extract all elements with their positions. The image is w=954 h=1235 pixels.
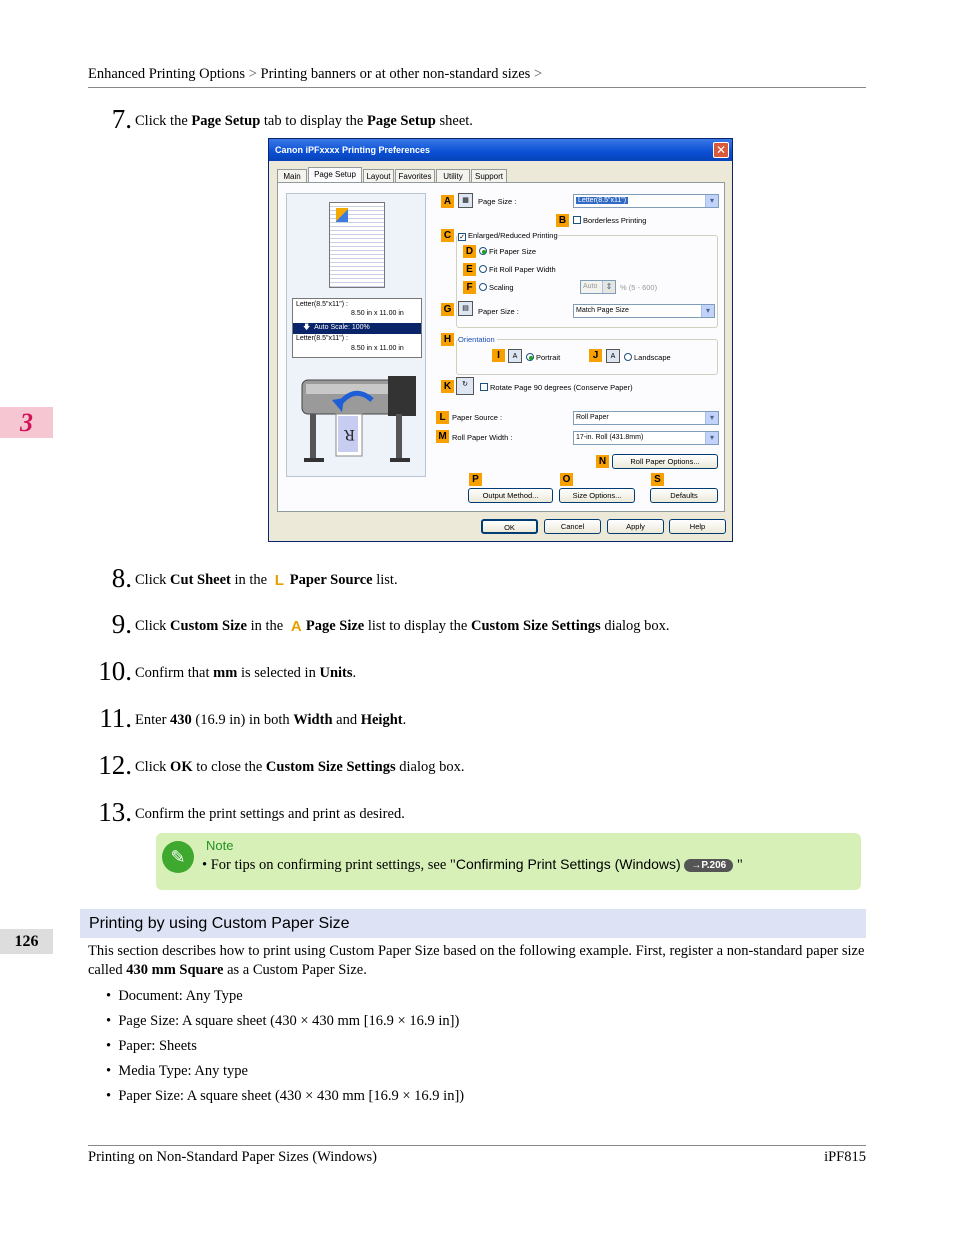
page-size-select[interactable]: Letter(8.5"x11") ▾ <box>573 194 719 208</box>
portrait-radio[interactable]: Portrait <box>526 353 560 362</box>
label-b: B <box>556 214 569 227</box>
scaling-radio[interactable]: Scaling <box>479 283 514 292</box>
step-text: Click the Page Setup tab to display the Page Setup sheet. <box>135 113 473 129</box>
note-box <box>156 833 861 890</box>
defaults-button[interactable]: Defaults <box>650 488 718 503</box>
step-number: 8. <box>111 563 132 593</box>
paper-source-label: Paper Source : <box>452 413 503 422</box>
label-s: S <box>651 473 664 486</box>
printer-illustration <box>292 370 422 474</box>
size-options-button[interactable]: Size Options... <box>559 488 635 503</box>
step-13 <box>88 797 868 827</box>
step-9 <box>88 609 868 639</box>
intro-paragraph: This section describes how to print using Custom Paper Size based on the following example. First, register a non-standard paper size called 430 mm Square as a Custom Paper Size. <box>88 943 865 978</box>
ok-button[interactable]: OK <box>481 519 538 534</box>
roll-width-label: Roll Paper Width : <box>452 433 513 442</box>
tab-utility[interactable]: Utility <box>436 169 470 183</box>
page-ref-badge[interactable]: →P.206 <box>684 859 733 872</box>
breadcrumb-separator: > <box>533 66 543 82</box>
paper-size-select[interactable]: Match Page Size ▾ <box>573 304 715 318</box>
radio-icon[interactable] <box>479 265 487 273</box>
printer-mark-letter: R <box>344 426 355 442</box>
note-title: Note <box>206 838 234 853</box>
step-12 <box>88 750 868 780</box>
scaling-range: % (5 - 600) <box>620 283 658 292</box>
dialog-title: Canon iPFxxxx Printing Preferences <box>269 139 732 161</box>
rotate-page-icon: ↻ <box>456 377 474 395</box>
page-size-info: Letter(8.5"x11") : <box>296 301 348 308</box>
checkbox-icon[interactable] <box>573 216 581 224</box>
label-n: N <box>596 455 609 468</box>
picture-icon <box>336 208 348 222</box>
arrow-down-icon: 🡇 <box>303 324 315 331</box>
paper-size-info: Letter(8.5"x11") : <box>296 335 348 342</box>
output-method-button[interactable]: Output Method... <box>468 488 553 503</box>
landscape-radio[interactable]: Landscape <box>624 353 671 362</box>
step-10 <box>88 656 868 686</box>
page-dimensions: 8.50 in x 11.00 in <box>351 310 404 317</box>
label-l-marker: L <box>274 572 284 589</box>
label-g: G <box>441 303 454 316</box>
scaling-input[interactable]: Auto ⇕ <box>580 280 616 294</box>
radio-icon[interactable] <box>479 283 487 291</box>
list-item: • Media Type: Any type <box>106 1063 248 1079</box>
paper-source-select[interactable]: Roll Paper ▾ <box>573 411 719 425</box>
step-number: 7. <box>111 104 132 134</box>
portrait-icon: A <box>508 349 522 363</box>
checkbox-icon[interactable] <box>480 383 488 391</box>
list-item: • Paper Size: A square sheet (430 × 430 mm [16.9 × 16.9 in]) <box>106 1088 465 1104</box>
step-number: 13. <box>98 797 132 827</box>
close-icon[interactable]: ✕ <box>713 142 729 158</box>
roll-paper-options-button[interactable]: Roll Paper Options... <box>612 454 718 469</box>
page-number: 126 <box>0 929 53 954</box>
label-i: I <box>492 349 505 362</box>
step-number: 9. <box>111 609 132 639</box>
label-a-marker: A <box>290 618 302 635</box>
roll-width-select[interactable]: 17-in. Roll (431.8mm) ▾ <box>573 431 719 445</box>
list-item: • Page Size: A square sheet (430 × 430 mm [16.9 × 16.9 in]) <box>106 1013 460 1029</box>
label-k: K <box>441 380 454 393</box>
tab-page-setup[interactable]: Page Setup <box>308 167 362 183</box>
list-item: • Paper: Sheets <box>106 1038 197 1054</box>
step-text: Enter 430 (16.9 in) in both Width and Height. <box>135 712 407 728</box>
page-footer <box>88 1145 866 1167</box>
footer-chapter-title: Printing on Non-Standard Paper Sizes (Windows) <box>88 1149 377 1165</box>
cancel-button[interactable]: Cancel <box>544 519 601 534</box>
chevron-down-icon[interactable]: ▾ <box>701 305 714 317</box>
chapter-tab[interactable]: 3 <box>0 407 53 438</box>
tab-favorites[interactable]: Favorites <box>395 169 435 183</box>
page-size-icon: ▦ <box>458 193 473 208</box>
label-m: M <box>436 430 449 443</box>
step-number: 10. <box>98 656 132 686</box>
note-link[interactable]: Confirming Print Settings (Windows) <box>455 856 681 872</box>
footer-model: iPF815 <box>824 1149 866 1165</box>
label-j: J <box>589 349 602 362</box>
label-l: L <box>436 411 449 424</box>
breadcrumb-separator: > <box>248 66 257 82</box>
label-a: A <box>441 195 454 208</box>
borderless-checkbox[interactable]: Borderless Printing <box>573 216 646 225</box>
section-heading: Printing by using Custom Paper Size <box>80 909 866 938</box>
pencil-icon: ✎ <box>162 841 194 873</box>
rotate-page-checkbox[interactable]: Rotate Page 90 degrees (Conserve Paper) <box>480 383 633 392</box>
label-f: F <box>463 281 476 294</box>
help-button[interactable]: Help <box>669 519 726 534</box>
tab-main[interactable]: Main <box>277 169 307 183</box>
step-number: 11. <box>99 703 132 733</box>
paper-preview-thumbnail <box>329 202 385 288</box>
step-text: Confirm the print settings and print as desired. <box>135 806 405 822</box>
step-text: Confirm that mm is selected in Units. <box>135 665 357 681</box>
label-e: E <box>463 263 476 276</box>
breadcrumb-link-banners[interactable]: Printing banners or at other non-standard sizes <box>260 66 531 82</box>
fit-paper-size-radio[interactable]: Fit Paper Size <box>479 247 536 256</box>
breadcrumb-link-enhanced[interactable]: Enhanced Printing Options <box>88 66 246 82</box>
chevron-down-icon[interactable]: ▾ <box>705 412 718 424</box>
tab-layout[interactable]: Layout <box>363 169 394 183</box>
paper-size-icon: ▤ <box>458 301 473 316</box>
list-item: • Document: Any Type <box>106 988 243 1004</box>
landscape-icon: A <box>606 349 620 363</box>
note-text: • For tips on confirming print settings, see "Confirming Print Settings (Windows) →P.206 " <box>202 856 743 873</box>
fit-roll-width-radio[interactable]: Fit Roll Paper Width <box>479 265 556 274</box>
chevron-down-icon[interactable]: ▾ <box>705 195 718 207</box>
label-d: D <box>463 245 476 258</box>
step-8 <box>88 563 868 593</box>
page-setup-panel <box>277 182 725 512</box>
printing-preferences-dialog <box>268 138 733 542</box>
step-text: Click Custom Size in the A Page Size list to display the Custom Size Settings dialog box. <box>135 618 670 635</box>
scale-info-box <box>292 298 422 358</box>
step-text: Click OK to close the Custom Size Settings dialog box. <box>135 759 465 775</box>
page-size-label: Page Size : <box>478 197 517 206</box>
enlarged-reduced-checkbox[interactable]: ✓ Enlarged/Reduced Printing <box>459 231 558 241</box>
chevron-down-icon[interactable]: ▾ <box>705 432 718 444</box>
label-o: O <box>560 473 573 486</box>
label-c: C <box>441 229 454 242</box>
radio-selected-icon[interactable] <box>479 247 487 255</box>
label-p: P <box>469 473 482 486</box>
paper-size-label: Paper Size : <box>478 307 519 316</box>
step-11 <box>88 703 868 733</box>
step-7 <box>88 104 868 134</box>
label-h: H <box>441 333 454 346</box>
auto-scale-row: 🡇 Auto Scale: 100% <box>293 323 421 334</box>
radio-selected-icon[interactable] <box>526 353 534 361</box>
apply-button[interactable]: Apply <box>607 519 664 534</box>
radio-icon[interactable] <box>624 353 632 361</box>
breadcrumb <box>88 66 866 88</box>
paper-dimensions: 8.50 in x 11.00 in <box>351 345 404 352</box>
checkmark-icon[interactable]: ✓ <box>459 234 465 241</box>
step-number: 12. <box>98 750 132 780</box>
orientation-label: Orientation <box>458 335 495 344</box>
step-text: Click Cut Sheet in the L Paper Source list. <box>135 572 398 589</box>
tab-support[interactable]: Support <box>471 169 507 183</box>
preview-area <box>286 193 426 477</box>
spinner-icon[interactable]: ⇕ <box>602 281 615 293</box>
